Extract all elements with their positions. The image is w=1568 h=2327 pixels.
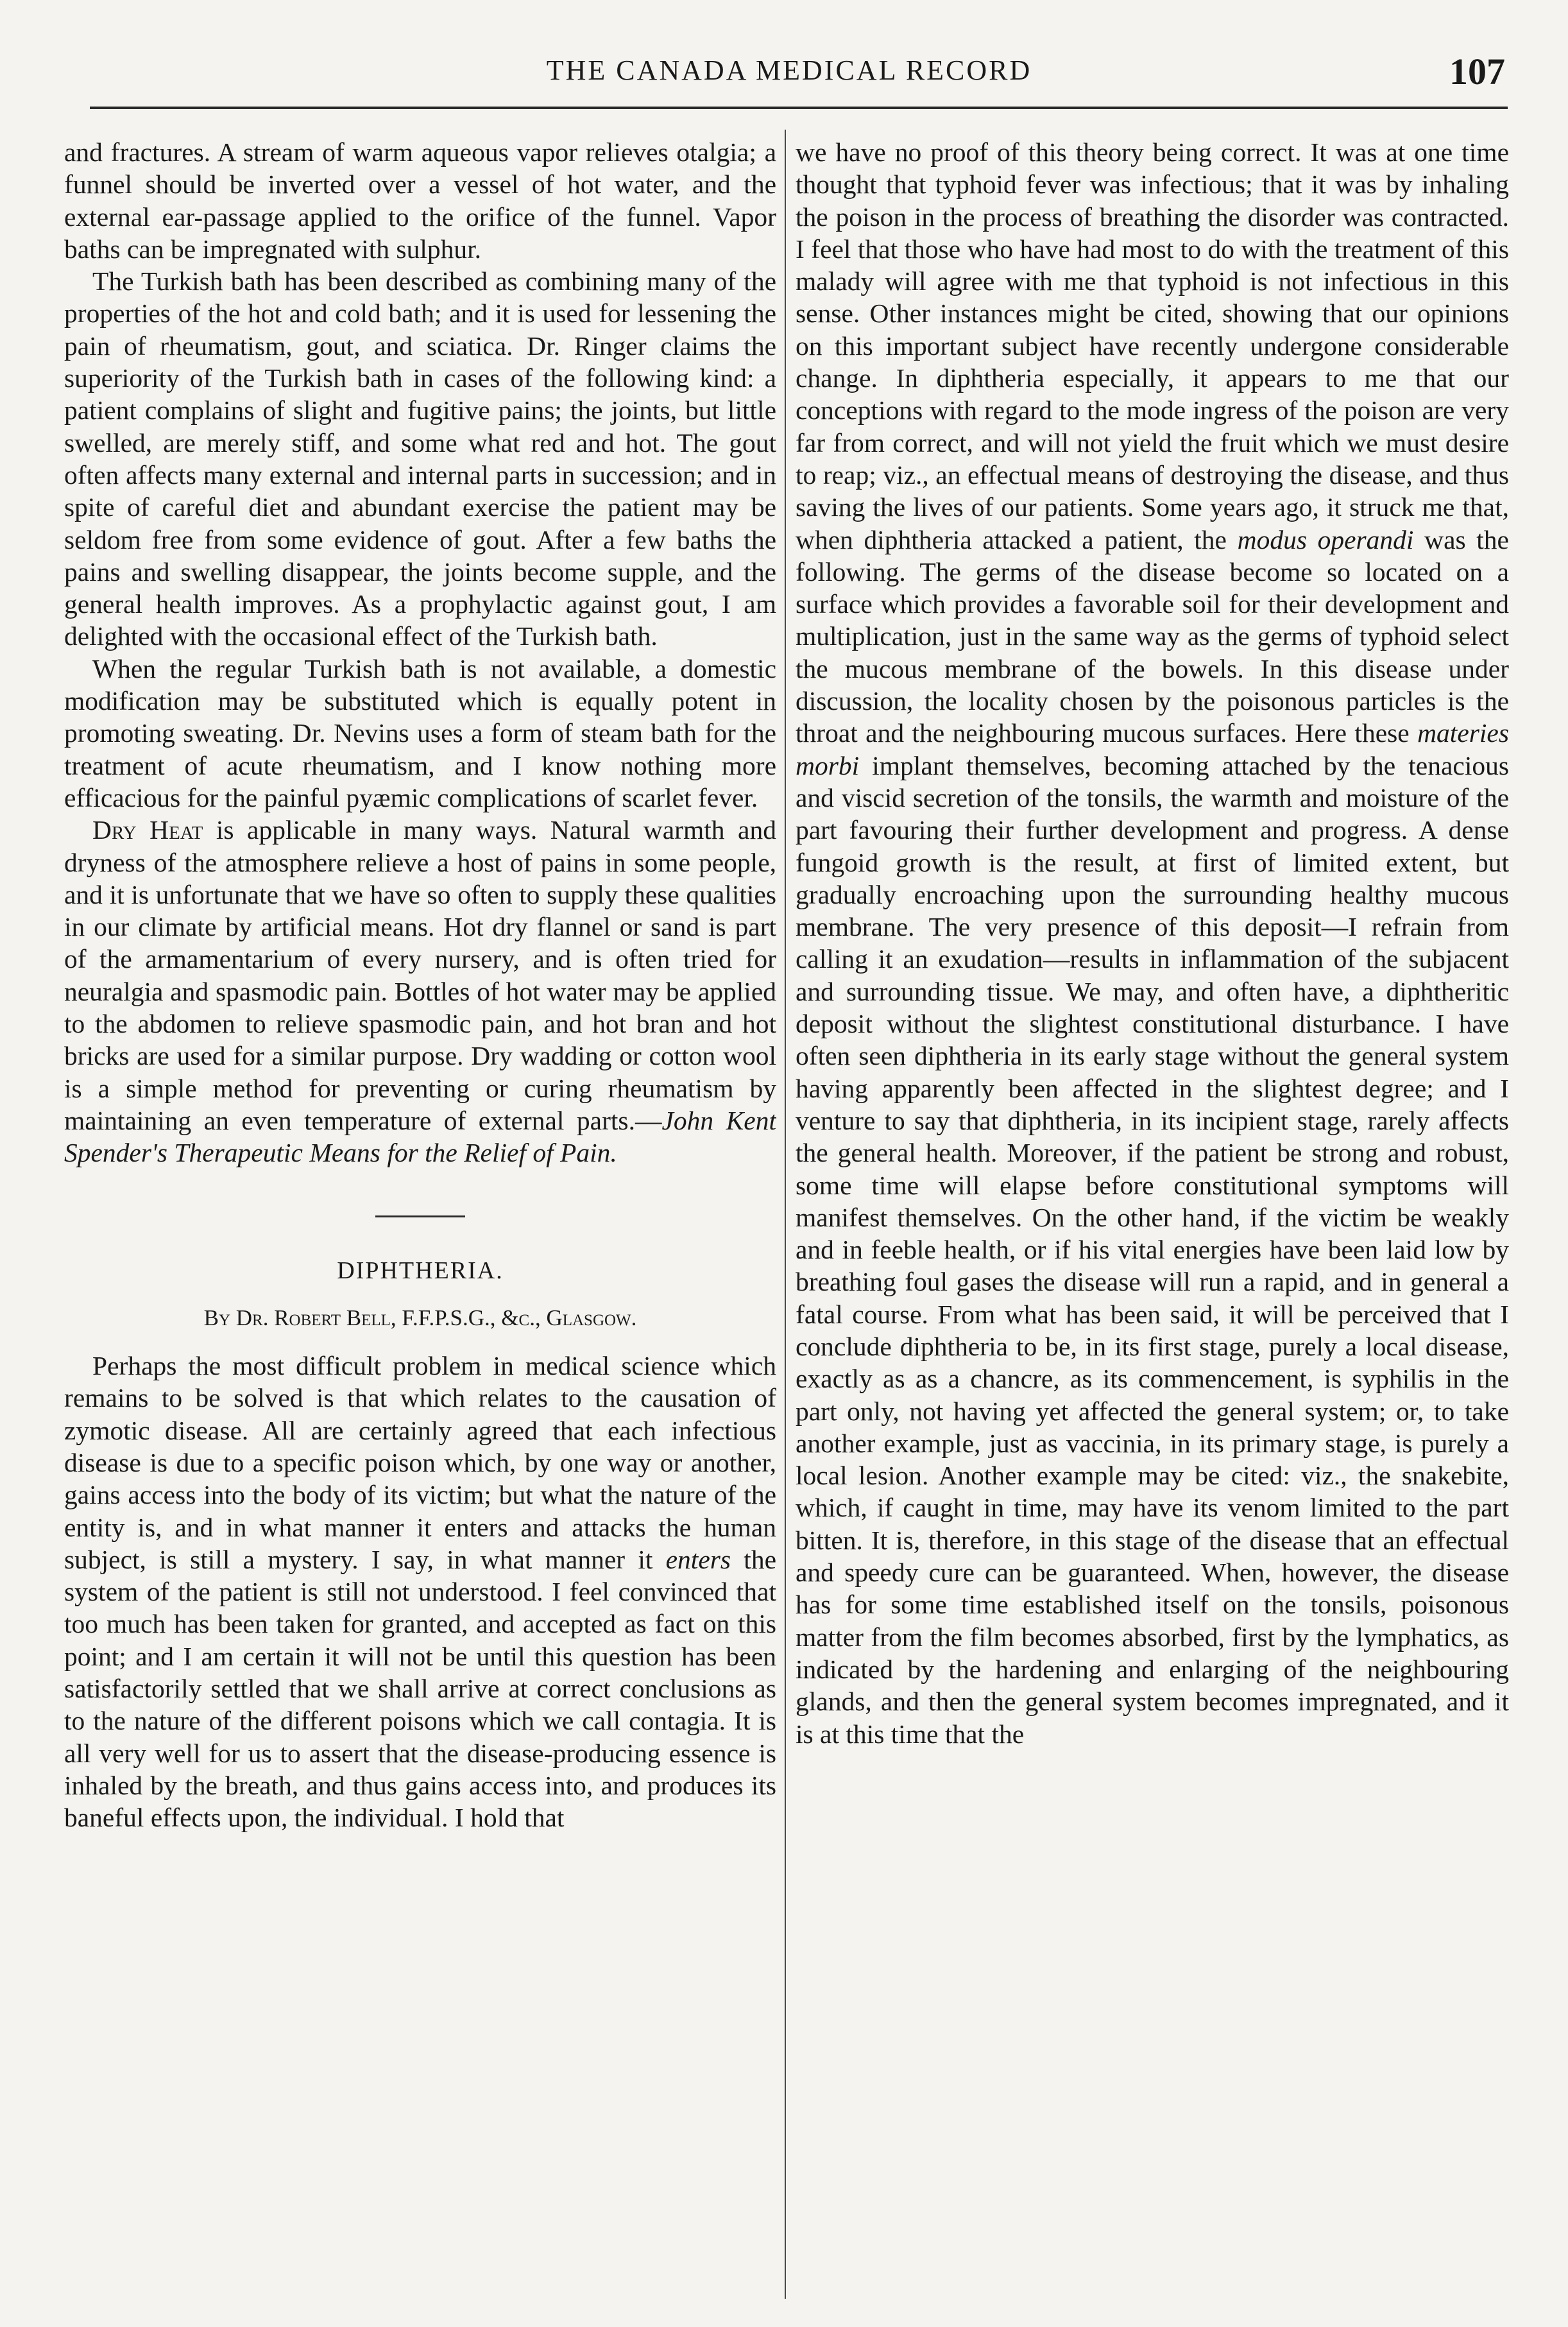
left-column <box>64 136 776 2286</box>
paragraph-text: we have no proof of this theory being correct. It was at one time thought that typhoid fever was infectious; that it was by inhaling the poison in the process of breathing the disorder was contracted. I feel that those who have had most to do with the treatment of this malady will agree with me that typhoid is not infectious in this sense. Other instances might be cited, showing that our opinions on this important subject have recently undergone considerable change. In diphtheria especially, it appears to me that our conceptions with regard to the mode ingress of the poison are very far from correct, and will not yield the fruit which we must desire to reap; viz., an effectual means of destroying the disease, and thus saving the lives of our patients. Some years ago, it struck me that, when diphtheria attacked a patient, the <box>796 137 1509 554</box>
emphasis: modus operandi <box>1237 524 1414 554</box>
journal-title: THE CANADA MEDICAL RECORD <box>546 55 1032 86</box>
header-rule <box>90 107 1508 109</box>
emphasis: enters <box>665 1544 731 1574</box>
right-column <box>796 136 1509 2286</box>
byline-text: By Dr. Robert Bell, F.F.P.S.G., &c., Glasgow. <box>203 1305 637 1330</box>
article-title: DIPHTHERIA. <box>337 1257 504 1284</box>
paragraph: The Turkish bath has been described as combining many of the properties of the hot and cold bath; and it is used for lessening the pain of rheumatism, gout, and sciatica. Dr. Ringer claims the superiority of the Turkish bath in cases of the following kind: a patient complains of slight and fugitive pains; the joints, but little swelled, are merely stiff, and some what red and hot. The gout often affects many external and internal parts in succession; and in spite of careful diet and abundant exercise the patient may be seldom free from some evidence of gout. After a few baths the pains and swelling disappear, the joints become supple, and the general health improves. As a prophylactic against gout, I am delighted with the occasional effect of the Turkish bath. <box>64 266 776 651</box>
paragraph-text: was the following. The germs of the disease become so located on a surface which provides a favorable soil for their development and multiplication, just in the same way as the germs of typhoid select the mucous membrane of the bowels. In this disease under discussion, the locality chosen by the poisonous particles is the throat and the neighbouring mucous surfaces. Here these <box>796 524 1509 748</box>
byline <box>64 1302 776 1334</box>
paragraph <box>64 1350 776 1833</box>
emphasis: materies morbi <box>796 718 1509 780</box>
paragraph <box>64 814 776 1169</box>
paragraph: When the regular Turkish bath is not available, a domestic modification may be substituted which is equally potent in promoting sweating. Dr. Nevins uses a form of steam bath for the treatment of acute rheumatism, and I know nothing more efficacious for the painful pyæmic complications of scarlet fever. <box>64 653 776 812</box>
section-lead: Dry Heat <box>92 815 203 845</box>
paragraph-text: Perhaps the most difficult problem in medical science which remains to be solved is that which relates to the causation of zymotic disease. All are certainly agreed that each infectious disease is due to a specific poison which, by one way or another, gains access into the body of its victim; but what the nature of the entity is, and in what manner it enters and attacks the human subject, is still a mystery. I say, in what manner it <box>64 1351 776 1574</box>
paragraph-text: is applicable in many ways. Natural warmth and dryness of the atmosphere relieve a host of pains in some people, and it is unfortunate that we have so often to supply these qualities in our climate by artificial means. Hot dry flannel or sand is part of the armamentarium of every nursery, and is often tried for neuralgia and spasmodic pain. Bottles of hot water may be applied to the abdomen to relieve spasmodic pain, and hot bran and hot bricks are used for a similar purpose. Dry wadding or cotton wool is a simple method for preventing or curing rheumatism by maintaining an even temperature of external parts.— <box>64 815 776 1135</box>
paragraph <box>796 136 1509 1750</box>
citation: John Kent Spender's Therapeutic Means for the Relief of Pain. <box>64 1105 776 1168</box>
paragraph-text: implant themselves, becoming attached by the tenacious and viscid secretion of the tonsils, the warmth and moisture of the part favouring their further development and progress. A dense fungoid growth is the result, at first of limited extent, but gradually encroaching upon the surrounding healthy mucous membrane. The very presence of this deposit—I refrain from calling it an exudation—results in inflammation of the subjacent and surrounding tissue. We may, and often have, a diphtheritic deposit without the slightest constitutional disturbance. I have often seen diphtheria in its early stage without the general system having apparently been affected in the slightest degree; and I venture to say that diphtheria, in its incipient stage, rarely affects the general health. Moreover, if the patient be strong and robust, some time will elapse before constitutional symptoms will manifest themselves. On the other hand, if the victim be weakly and in feeble health, or if his vital energies have been laid low by breathing foul gases the disease will run a rapid, and in general a fatal course. From what has been said, it will be perceived that I conclude diphtheria to be, in its first stage, purely a local disease, exactly as as a chancre, as its commencement, is syphilis in the part only, not having yet affected the general system; or, to take another example, just as vaccinia, in its primary stage, is purely a local lesion. Another example may be cited: viz., the snakebite, which, if caught in time, may have its venom limited to the part bitten. It is, therefore, in this stage of the disease that an effectual and speedy cure can be guaranteed. When, however, the disease has for some time established itself on the tonsils, poisonous matter from the film becomes absorbed, first by the lymphatics, as indicated by the hardening and enlarging of the neighbouring glands, and then the general system becomes impregnated, and it is at this time that the <box>796 750 1509 1749</box>
page-header <box>64 51 1514 109</box>
column-divider <box>785 130 786 2299</box>
paragraph-text: the system of the patient is still not understood. I feel convinced that too much has been taken for granted, and accepted as fact on this point; and I am certain it will not be until this question has been satisfactorily settled that we shall arrive at correct conclusions as to the nature of the different poisons which we call contagia. It is all very well for us to assert that the disease-producing essence is inhaled by the breath, and thus gains access into, and produces its baneful effects upon, the individual. I hold that <box>64 1544 776 1833</box>
section-divider <box>375 1215 465 1217</box>
paragraph: and fractures. A stream of warm aqueous vapor relieves otalgia; a funnel should be inverted over a vessel of hot water, and the external ear-passage applied to the orifice of the funnel. Vapor baths can be impregnated with sulphur. <box>64 137 776 264</box>
page-number: 107 <box>1449 51 1505 92</box>
